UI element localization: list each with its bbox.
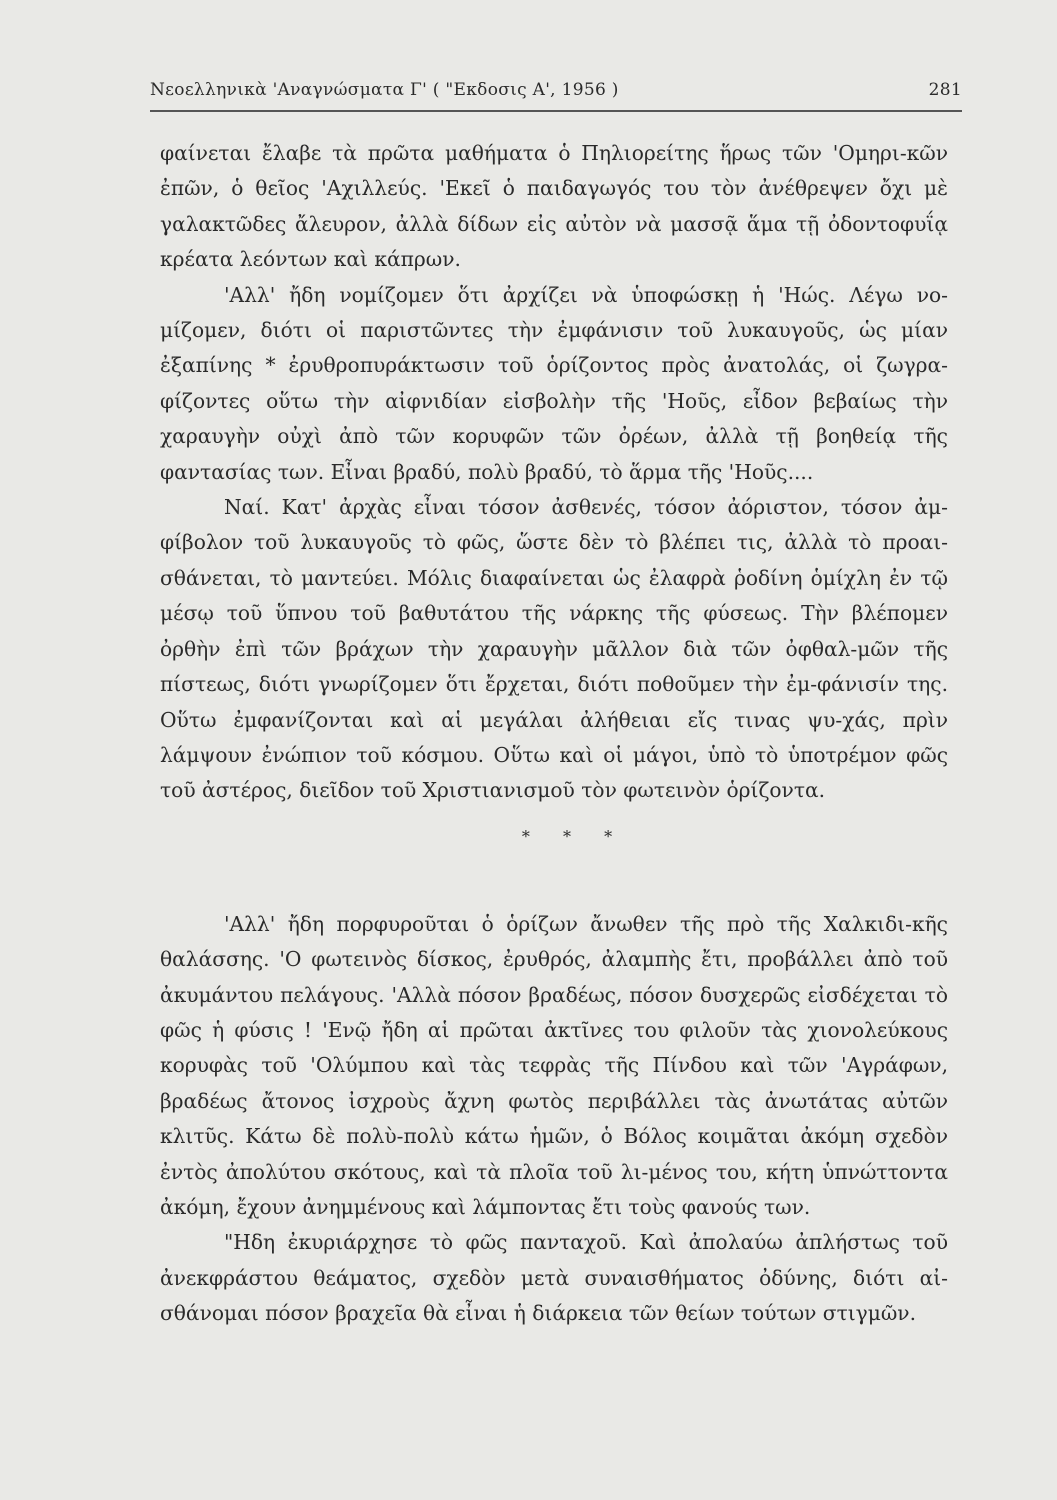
book-title: Νεοελληνικὰ 'Αναγνώσματα Γ' ( "Εκδοσις Α', 1956 ) [150,80,619,100]
page-number: 281 [928,80,962,100]
paragraph: φαίνεται ἔλαβε τὰ πρῶτα μαθήματα ὁ Πηλιορείτης ἥρως τῶν 'Ομηρι-κῶν ἐπῶν, ὁ θεῖος 'Αχιλλεύς. 'Εκεῖ ὁ παιδαγωγός του τὸν ἀνέθρεψεν ὄχι μὲ γαλακτῶδες ἄλευρον, ἀλλὰ δίδων εἰς αὐτὸν νὰ μασσᾷ ἅμα τῇ ὀδοντοφυΐᾳ κρέατα λεόντων καὶ κάπρων. [160,141,948,272]
body-text [160,136,948,1332]
paragraph: "Ηδη ἐκυριάρχησε τὸ φῶς πανταχοῦ. Καὶ ἀπολαύω ἀπλήστως τοῦ ἀνεκφράστου θεάματος, σχεδὸν μετὰ συναισθήματος ὀδύνης, διότι αἰ-σθάνομαι πόσον βραχεῖα θὰ εἶναι ἡ διάρκεια τῶν θείων τούτων στιγμῶν. [160,1230,948,1326]
paragraph: 'Αλλ' ἤδη νομίζομεν ὅτι ἀρχίζει νὰ ὑποφώσκῃ ἡ 'Ηώς. Λέγω νο-μίζομεν, διότι οἱ παριστῶντες τὴν ἐμφάνισιν τοῦ λυκαυγοῦς, ὡς μίαν ἐξαπίνης * ἐρυθροπυράκτωσιν τοῦ ὁρίζοντος πρὸς ἀνατολάς, οἱ ζωγρα-φίζοντες οὕτω τὴν αἰφνιδίαν εἰσβολὴν τῆς 'Ηοῦς, εἶδον βεβαίως τὴν χαραυγὴν οὐχὶ ἀπὸ τῶν κορυφῶν τῶν ὀρέων, ἀλλὰ τῇ βοηθείᾳ τῆς φαντασίας των. Εἶναι βραδύ, πολὺ βραδύ, τὸ ἅρμα τῆς 'Ηοῦς.... [160,282,948,484]
section-separator: * * * [521,826,627,846]
paragraph: 'Αλλ' ἤδη πορφυροῦται ὁ ὁρίζων ἄνωθεν τῆς πρὸ τῆς Χαλκιδι-κῆς θαλάσσης. 'Ο φωτεινὸς δίσκος, ἐρυθρός, ἀλαμπὴς ἔτι, προβάλλει ἀπὸ τοῦ ἀκυμάντου πελάγους. 'Αλλὰ πόσον βραδέως, πόσον δυσχερῶς εἰσδέχεται τὸ φῶς ἡ φύσις ! 'Ενῷ ἤδη αἱ πρῶται ἀκτῖνες του φιλοῦν τὰς χιονολεύκους κορυφὰς τοῦ 'Ολύμπου καὶ τὰς τεφρὰς τῆς Πίνδου καὶ τῶν 'Αγράφων, βραδέως ἄτονος ἰσχροὺς ἄχνη φωτὸς περιβάλλει τὰς ἀνωτάτας αὐτῶν κλιτῦς. Κάτω δὲ πολὺ-πολὺ κάτω ἡμῶν, ὁ Βόλος κοιμᾶται ἀκόμη σχεδὸν ἐντὸς ἀπολύτου σκότους, καὶ τὰ πλοῖα τοῦ λι-μένος του, κήτη ὑπνώττοντα ἀκόμη, ἔχουν ἀνημμένους καὶ λάμποντας ἔτι τοὺς φανούς των. [160,911,948,1219]
running-header [150,76,962,112]
paragraph: Ναί. Κατ' ἀρχὰς εἶναι τόσον ἀσθενές, τόσον ἀόριστον, τόσον ἀμ-φίβολον τοῦ λυκαυγοῦς τὸ φῶς, ὥστε δὲν τὸ βλέπει τις, ἀλλὰ τὸ προαι-σθάνεται, τὸ μαντεύει. Μόλις διαφαίνεται ὡς ἐλαφρὰ ῥοδίνη ὁμίχλη ἐν τῷ μέσῳ τοῦ ὕπνου τοῦ βαθυτάτου τῆς νάρκης τῆς φύσεως. Τὴν βλέπομεν ὀρθὴν ἐπὶ τῶν βράχων τὴν χαραυγὴν μᾶλλον διὰ τῶν ὀφθαλ-μῶν τῆς πίστεως, διότι γνωρίζομεν ὅτι ἔρχεται, διότι ποθοῦμεν τὴν ἐμ-φάνισίν της. Οὕτω ἐμφανίζονται καὶ αἱ μεγάλαι ἀλήθειαι εἴς τινας ψυ-χάς, πρὶν λάμψουν ἐνώπιον τοῦ κόσμου. Οὕτω καὶ οἱ μάγοι, ὑπὸ τὸ ὑποτρέμον φῶς τοῦ ἀστέρος, διεῖδον τοῦ Χριστιανισμοῦ τὸν φωτεινὸν ὁρίζοντα. [160,495,948,803]
